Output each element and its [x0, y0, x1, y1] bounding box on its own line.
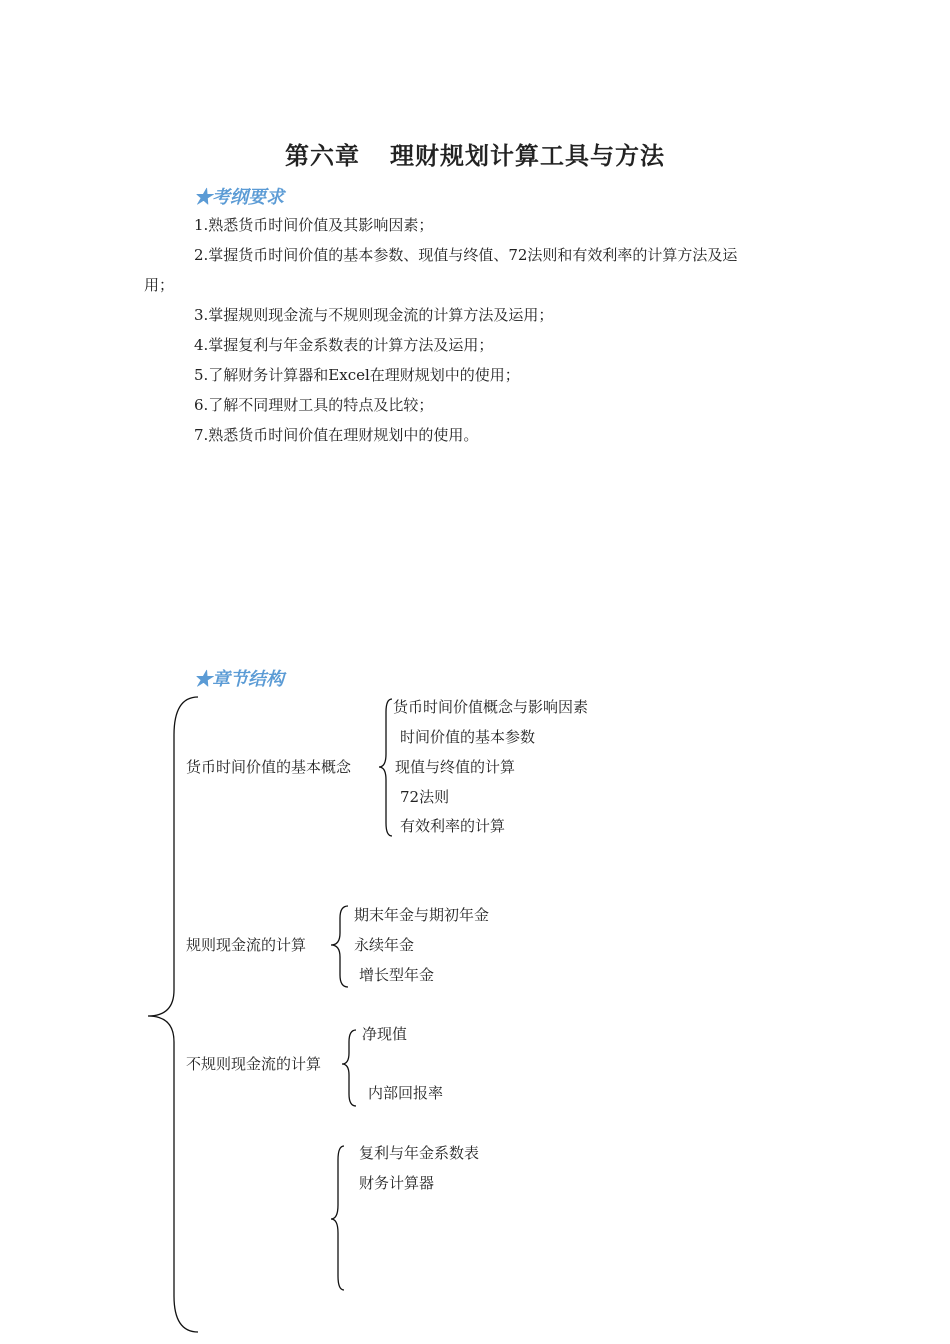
requirement-item-continuation: 用； — [144, 276, 175, 294]
requirement-item: 3.掌握规则现金流与不规则现金流的计算方法及运用； — [194, 306, 554, 324]
group-label: 货币时间价值的基本概念 — [186, 758, 352, 776]
group-child: 有效利率的计算 — [400, 817, 506, 835]
group-label: 规则现金流的计算 — [186, 936, 307, 954]
group-brace-2 — [331, 906, 348, 987]
group-brace-4 — [331, 1146, 344, 1290]
chapter-number: 第六章 — [285, 141, 360, 170]
group-child: 72法则 — [400, 788, 450, 806]
group-child: 期末年金与期初年金 — [354, 906, 490, 924]
requirement-item: 7.熟悉货币时间价值在理财规划中的使用。 — [194, 426, 479, 444]
group-child: 永续年金 — [354, 936, 415, 954]
group-label: 不规则现金流的计算 — [186, 1055, 322, 1073]
group-brace-1 — [379, 699, 392, 836]
group-child: 复利与年金系数表 — [359, 1144, 480, 1162]
group-child: 货币时间价值概念与影响因素 — [393, 698, 589, 716]
structure-heading: ★章节结构 — [194, 669, 284, 690]
requirement-item: 4.掌握复利与年金系数表的计算方法及运用； — [194, 336, 494, 354]
group-child: 增长型年金 — [359, 966, 435, 984]
group-child: 时间价值的基本参数 — [400, 728, 536, 746]
main-brace — [148, 697, 198, 1332]
group-child: 净现值 — [362, 1025, 408, 1043]
group-brace-3 — [342, 1030, 356, 1106]
requirement-item: 5.了解财务计算器和Excel在理财规划中的使用； — [194, 366, 520, 384]
group-child: 现值与终值的计算 — [395, 758, 516, 776]
group-child: 内部回报率 — [368, 1084, 444, 1102]
requirements-heading: ★考纲要求 — [194, 187, 284, 208]
group-child: 财务计算器 — [359, 1174, 435, 1192]
chapter-name: 理财规划计算工具与方法 — [390, 141, 665, 170]
requirement-item: 1.熟悉货币时间价值及其影响因素； — [194, 216, 434, 234]
requirement-item: 6.了解不同理财工具的特点及比较； — [194, 396, 434, 414]
requirement-item: 2.掌握货币时间价值的基本参数、现值与终值、72法则和有效利率的计算方法及运 — [194, 246, 738, 264]
